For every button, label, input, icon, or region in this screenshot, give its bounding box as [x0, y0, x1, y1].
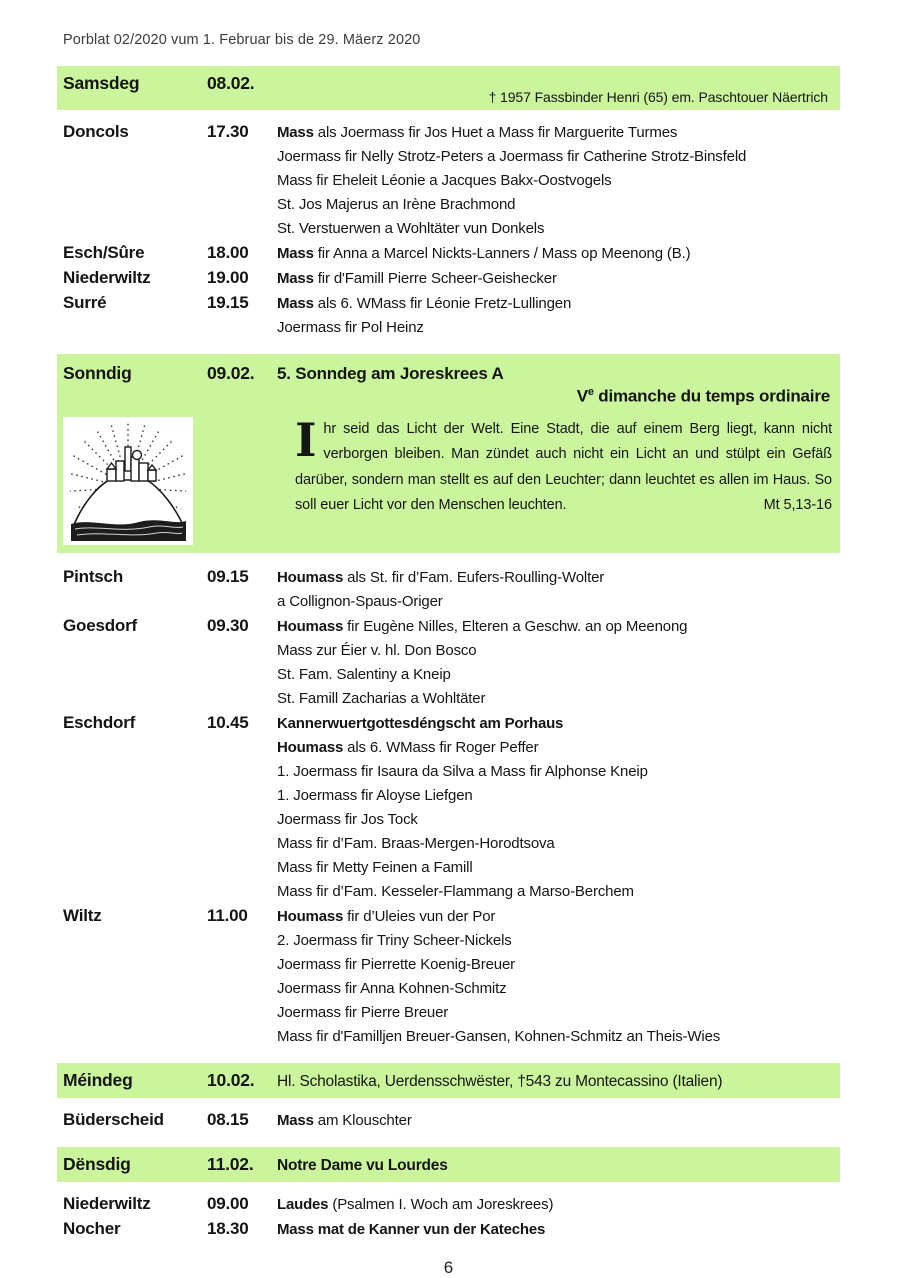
description-cell: Laudes (Psalmen I. Woch am Joreskrees) — [277, 1195, 554, 1213]
day-date: 09.02. — [207, 363, 255, 383]
feast-title: 5. Sonndeg am Joreskrees A — [277, 364, 504, 383]
description-cell: Mass mat de Kanner vun der Kateches — [277, 1220, 546, 1238]
schedule-row — [57, 904, 840, 929]
city-on-hill-icon — [63, 417, 193, 545]
document-header: Porblat 02/2020 vum 1. Februar bis de 29. Mäerz 2020 — [63, 32, 421, 48]
time-cell: 18.00 — [207, 243, 249, 262]
day-banner-densdig — [57, 1147, 840, 1182]
description-cell: Houmass als 6. WMass fir Roger Peffer — [277, 738, 539, 756]
description-cell: 1. Joermass fir Aloyse Liefgen — [277, 786, 473, 804]
description-cell: Mass fir Eheleit Léonie a Jacques Bakx-Oostvogels — [277, 172, 612, 189]
schedule-row — [57, 736, 840, 760]
schedule-row — [57, 808, 840, 832]
location-cell: Pintsch — [63, 566, 124, 586]
feast-description: Notre Dame vu Lourdes — [277, 1156, 448, 1174]
time-cell: 17.30 — [207, 122, 249, 141]
day-name: Samsdeg — [63, 73, 140, 93]
location-cell: Niederwiltz — [63, 1193, 151, 1213]
schedule-row — [57, 977, 840, 1001]
day-banner-meindeg — [57, 1063, 840, 1098]
location-cell: Esch/Sûre — [63, 243, 145, 262]
location-cell: Büderscheid — [63, 1109, 164, 1129]
description-cell: 1. Joermass fir Isaura da Silva a Mass fir Alphonse Kneip — [277, 762, 648, 780]
page-number: 6 — [443, 1257, 454, 1277]
schedule-row — [57, 241, 840, 266]
description-cell: St. Verstuerwen a Wohltäter vun Donkels — [277, 220, 545, 237]
feast-body — [63, 412, 832, 545]
description-cell: Mass als Joermass fir Jos Huet a Mass fir Marguerite Turmes — [277, 124, 678, 141]
description-cell: St. Fam. Salentiny a Kneip — [277, 665, 451, 683]
banner-title-row — [63, 1070, 830, 1091]
location-cell: Doncols — [63, 122, 129, 141]
description-cell: Joermass fir Anna Kohnen-Schmitz — [277, 979, 507, 997]
day-name: Méindeg — [63, 1069, 133, 1090]
schedule-row — [57, 929, 840, 953]
day-date: 11.02. — [207, 1153, 254, 1174]
schedule-row — [57, 1001, 840, 1025]
schedule-row — [57, 193, 840, 217]
description-cell: Joermass fir Pol Heinz — [277, 319, 424, 336]
dropcap-letter: I — [295, 412, 317, 467]
description-cell: Joermass fir Pierrette Koenig-Breuer — [277, 955, 516, 973]
description-cell: Mass als 6. WMass fir Léonie Fretz-Lullingen — [277, 295, 572, 312]
gospel-text: hr seid das Licht der Welt. Eine Stadt, die auf einem Berg liegt, kann nicht verborgen bleiben. Man zündet auch nicht ein Licht an und stülpt ein Gefäß darüber, sondern man stellt es auf den Leuchter; dann leuchtet es allen im Haus. So soll euer Licht vor den Menschen leuchten. — [295, 420, 832, 514]
gospel-text-block — [295, 412, 832, 519]
time-cell: 09.15 — [207, 566, 249, 586]
description-cell: Joermass fir Jos Tock — [277, 810, 418, 828]
time-cell: 09.30 — [207, 615, 249, 635]
gospel-reference: Mt 5,13-16 — [763, 497, 832, 514]
schedule-row — [57, 687, 840, 711]
location-cell: Eschdorf — [63, 712, 136, 732]
schedule-row — [57, 1217, 840, 1242]
time-cell: 09.00 — [207, 1193, 249, 1213]
time-cell: 18.30 — [207, 1218, 249, 1238]
banner-title-row — [63, 363, 832, 384]
time-cell: 10.45 — [207, 712, 249, 732]
description-cell: Mass zur Éier v. hl. Don Bosco — [277, 641, 477, 659]
schedule-row — [57, 784, 840, 808]
schedule-row — [57, 663, 840, 687]
banner-title-row — [63, 1154, 830, 1175]
schedule-row — [57, 760, 840, 784]
description-cell: Mass fir d'Famill Pierre Scheer-Geishecker — [277, 270, 557, 287]
description-cell: Kannerwuertgottesdéngscht am Porhaus — [277, 714, 564, 732]
schedule-row — [57, 565, 840, 590]
schedule-row — [57, 953, 840, 977]
schedule-row — [57, 217, 840, 241]
day-date: 10.02. — [207, 1069, 255, 1090]
description-cell: Joermass fir Nelly Strotz-Peters a Joermass fir Catherine Strotz-Binsfeld — [277, 148, 747, 165]
time-cell: 19.15 — [207, 293, 249, 312]
feast-description: Hl. Scholastika, Uerdensschwëster, †543 zu Montecassino (Italien) — [277, 1072, 723, 1090]
description-cell: St. Jos Majerus an Irène Brachmond — [277, 196, 516, 213]
location-cell: Nocher — [63, 1218, 121, 1238]
location-cell: Niederwiltz — [63, 268, 151, 287]
day-name: Dënsdig — [63, 1153, 131, 1174]
description-cell: Mass fir d’Fam. Braas-Mergen-Horodtsova — [277, 834, 555, 852]
location-cell: Wiltz — [63, 905, 102, 925]
schedule-row — [57, 316, 840, 340]
location-cell: Surré — [63, 293, 107, 312]
schedule-row — [57, 1108, 840, 1133]
subtitle-rest: dimanche du temps ordinaire — [593, 386, 830, 406]
description-cell: Mass fir d’Fam. Kesseler-Flammang a Marso-Berchem — [277, 882, 634, 900]
schedule-samsdeg — [57, 120, 840, 340]
schedule-meindeg — [57, 1108, 840, 1133]
time-cell: 19.00 — [207, 268, 249, 287]
description-cell: Mass am Klouschter — [277, 1111, 412, 1129]
obituary-note: † 1957 Fassbinder Henri (65) em. Paschtouer Näertrich — [488, 89, 828, 105]
description-cell: Mass fir Anna a Marcel Nickts-Lanners / Mass op Meenong (B.) — [277, 245, 691, 262]
subtitle-superscript: e — [587, 386, 594, 398]
description-cell: Houmass als St. fir d’Fam. Eufers-Roulling-Wolter — [277, 568, 605, 586]
schedule-row — [57, 832, 840, 856]
description-cell: 2. Joermass fir Triny Scheer-Nickels — [277, 931, 512, 949]
description-cell: Houmass fir d’Uleies vun der Por — [277, 907, 496, 925]
day-name: Sonndig — [63, 363, 132, 383]
description-cell: St. Famill Zacharias a Wohltäter — [277, 689, 486, 707]
schedule-row — [57, 614, 840, 639]
schedule-row — [57, 856, 840, 880]
day-banner-samsdeg — [57, 66, 840, 110]
feast-subtitle — [63, 386, 830, 407]
schedule-row — [57, 639, 840, 663]
description-cell: Joermass fir Pierre Breuer — [277, 1003, 449, 1021]
description-cell: a Collignon-Spaus-Origer — [277, 592, 443, 610]
schedule-row — [57, 1025, 840, 1049]
subtitle-roman: V — [576, 386, 588, 406]
schedule-row — [57, 590, 840, 614]
schedule-row — [57, 711, 840, 736]
schedule-row — [57, 145, 840, 169]
schedule-sonndig — [57, 565, 840, 1049]
location-cell: Goesdorf — [63, 615, 137, 635]
day-date: 08.02. — [207, 73, 255, 93]
schedule-row — [57, 291, 840, 316]
schedule-row — [57, 880, 840, 904]
day-banner-sonndig — [57, 354, 840, 553]
time-cell: 08.15 — [207, 1109, 249, 1129]
description-cell: Mass fir Metty Feinen a Famill — [277, 858, 473, 876]
description-cell: Houmass fir Eugène Nilles, Elteren a Geschw. an op Meenong — [277, 617, 688, 635]
schedule-row — [57, 266, 840, 291]
schedule-row — [57, 169, 840, 193]
time-cell: 11.00 — [207, 905, 248, 925]
schedule-row — [57, 120, 840, 145]
schedule-densdig — [57, 1192, 840, 1242]
description-cell: Mass fir d'Familljen Breuer-Gansen, Kohnen-Schmitz an Theis-Wies — [277, 1027, 721, 1045]
schedule-row — [57, 1192, 840, 1217]
